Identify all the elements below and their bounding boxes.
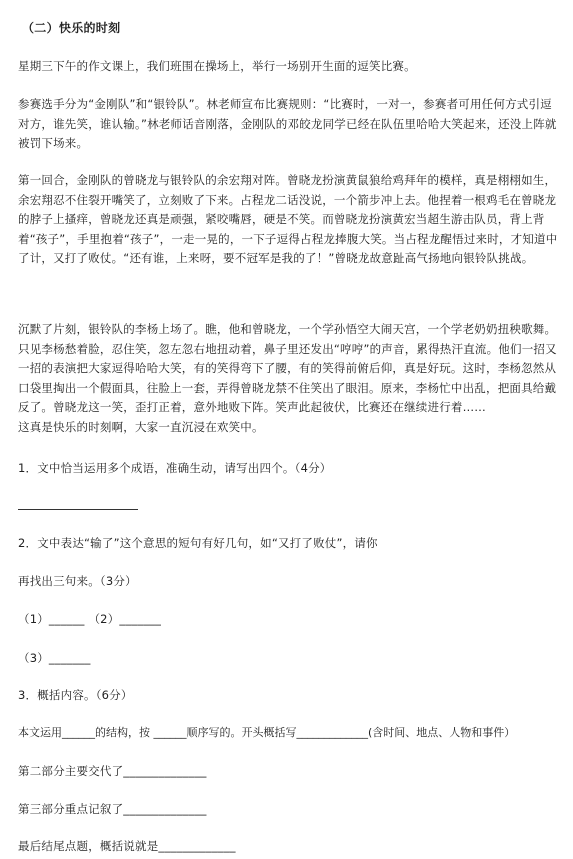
question-3-line-2[interactable]: 第二部分主要交代了______________ bbox=[18, 764, 207, 778]
paragraph-2: 参赛选手分为“金刚队”和“银铃队”。林老师宣布比赛规则：“比赛时，一对一，参赛者可用任何方式引逗对方，谁先笑，谁认输。”林老师话音刚落，金刚队的邓皎龙同学已经在队伍里哈哈大笑起来，还没上阵就被罚下场来。 bbox=[18, 97, 557, 150]
paragraph-1: 星期三下午的作文课上，我们班围在操场上，举行一场别开生面的逗笑比赛。 bbox=[18, 59, 416, 73]
paragraph-5: 这真是快乐的时刻啊，大家一直沉浸在欢笑中。 bbox=[18, 420, 264, 434]
question-3-line-1[interactable]: 本文运用______的结构，按 ______顺序写的。开头概括写_____________(含时间、地点、人物和事件） bbox=[18, 726, 516, 739]
question-2-line-2: 再找出三句来。（3分） bbox=[18, 574, 137, 588]
question-3-line-4[interactable]: 最后结尾点题，概括说就是_____________ bbox=[18, 839, 236, 853]
question-3-line-3[interactable]: 第三部分重点记叙了______________ bbox=[18, 802, 207, 816]
section-title: （二）快乐的时刻 bbox=[22, 21, 121, 35]
paragraph-3: 第一回合，金刚队的曾晓龙与银铃队的余宏翔对阵。曾晓龙扮演黄鼠狼给鸡拜年的模样，真是栩栩如生，余宏翔忍不住裂开嘴笑了，立刻败了下来。占程龙二话没说，一个箭步冲上去。他捏着一根鸡毛在曾晓龙的脖子上搔痒，曾晓龙还真是顽强，紧咬嘴唇，硬是不笑。而曾晓龙扮演黄宏当超生游击队员，背上背着“孩子”，手里抱着“孩子”，一走一晃的，一下子逗得占程龙捧腹大笑。当占程龙醒悟过来时，才知道中了计，又打了败仗。“还有谁，上来呀，要不冠军是我的了！”曾晓龙故意趾高气扬地向银铃队挑战。 bbox=[18, 173, 558, 265]
question-1: 1．文中恰当运用多个成语，准确生动，请写出四个。（4分） bbox=[18, 461, 332, 475]
answer-line-q1[interactable] bbox=[18, 509, 138, 510]
question-2-blank-3[interactable]: （3）_______ bbox=[18, 651, 91, 665]
question-2-blanks-1-2[interactable]: （1）______ （2）_______ bbox=[18, 612, 162, 626]
paragraph-4: 沉默了片刻，银铃队的李杨上场了。瞧，他和曾晓龙，一个学孙悟空大闹天宫，一个学老奶奶扭秧歌舞。只见李杨愁着脸，忍住笑，忽左忽右地扭动着，鼻子里还发出“哼哼”的声音，累得热汗直流。他们一招又一招的表演把大家逗得哈哈大笑，有的笑得弯下了腰，有的笑得前俯后仰，真是好玩。这时，李杨忽然从口袋里掏出一个假面具，往脸上一套，弄得曾晓龙禁不住笑出了眼泪。原来，李杨忙中出乱，把面具给戴反了。曾晓龙这一笑，歪打正着，意外地败下阵。笑声此起彼伏，比赛还在继续进行着…… bbox=[18, 322, 557, 414]
question-3: 3．概括内容。（6分） bbox=[18, 688, 133, 702]
question-2-line-1: 2．文中表达“输了”这个意思的短句有好几句，如“又打了败仗”，请你 bbox=[18, 536, 378, 550]
